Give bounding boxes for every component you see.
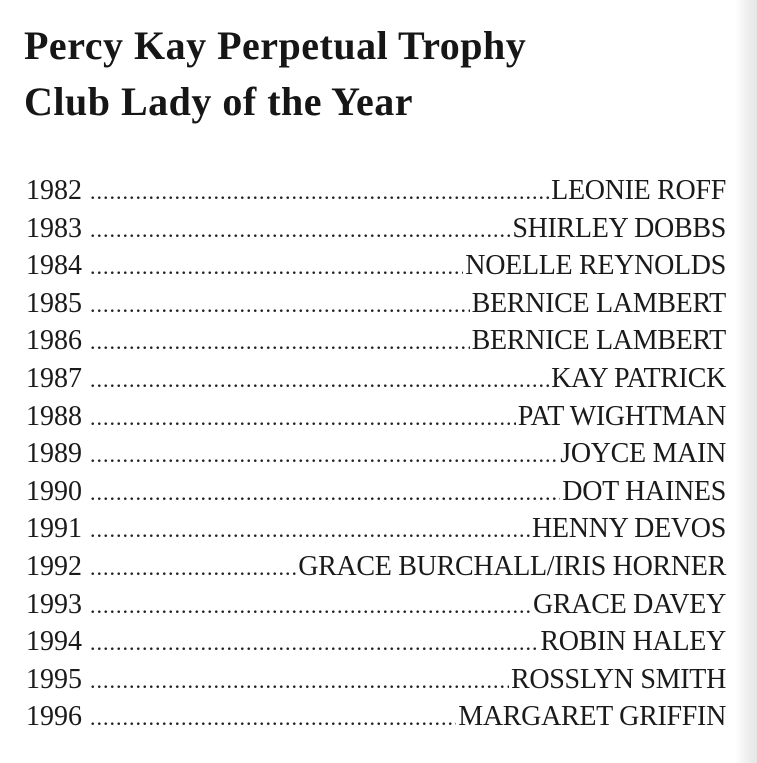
winner-year: 1989 bbox=[26, 438, 82, 470]
page-edge-shadow bbox=[735, 0, 757, 763]
dot-leader bbox=[90, 662, 509, 700]
winner-year: 1996 bbox=[26, 701, 82, 733]
winner-name: PAT WIGHTMAN bbox=[517, 400, 726, 432]
winner-name: NOELLE REYNOLDS bbox=[465, 250, 726, 282]
dot-leader bbox=[90, 323, 470, 361]
winner-row bbox=[26, 247, 726, 285]
dot-leader bbox=[90, 474, 560, 512]
winner-year: 1982 bbox=[26, 175, 82, 206]
winner-name: MARGARET GRIFFIN bbox=[458, 701, 726, 733]
winner-year: 1987 bbox=[26, 362, 82, 394]
winner-row bbox=[26, 473, 726, 511]
winner-year: 1995 bbox=[26, 663, 82, 695]
winner-row bbox=[26, 435, 726, 473]
winner-row bbox=[26, 322, 726, 360]
dot-leader bbox=[90, 361, 549, 399]
dot-leader bbox=[90, 587, 531, 625]
winner-year: 1993 bbox=[26, 588, 82, 620]
dot-leader bbox=[90, 399, 516, 437]
dot-leader bbox=[90, 624, 538, 662]
winner-row bbox=[26, 398, 726, 436]
winner-name: SHIRLEY DOBBS bbox=[512, 212, 726, 244]
winner-name: GRACE BURCHALL/IRIS HORNER bbox=[298, 550, 726, 582]
winner-row bbox=[26, 172, 726, 210]
dot-leader bbox=[90, 211, 510, 249]
winner-name: LEONIE ROFF bbox=[551, 175, 726, 206]
winner-year: 1990 bbox=[26, 475, 82, 507]
winner-row bbox=[26, 510, 726, 548]
winner-year: 1984 bbox=[26, 250, 82, 282]
title-line-1: Percy Kay Perpetual Trophy bbox=[24, 23, 527, 68]
winner-name: ROSSLYN SMITH bbox=[510, 663, 726, 695]
winner-year: 1992 bbox=[26, 550, 82, 582]
winner-row bbox=[26, 698, 726, 736]
winner-name: BERNICE LAMBERT bbox=[471, 287, 726, 319]
winner-year: 1988 bbox=[26, 400, 82, 432]
winner-year: 1994 bbox=[26, 626, 82, 658]
winner-name: KAY PATRICK bbox=[551, 362, 726, 394]
dot-leader bbox=[90, 286, 470, 324]
winner-year: 1983 bbox=[26, 212, 82, 244]
winner-name: HENNY DEVOS bbox=[532, 513, 726, 545]
winner-name: GRACE DAVEY bbox=[533, 588, 726, 620]
winner-row bbox=[26, 661, 726, 699]
dot-leader bbox=[90, 436, 558, 474]
dot-leader bbox=[90, 248, 463, 286]
dot-leader bbox=[90, 699, 456, 737]
winner-row bbox=[26, 623, 726, 661]
page-title bbox=[24, 18, 526, 130]
winner-row bbox=[26, 586, 726, 624]
dot-leader bbox=[90, 173, 549, 211]
winner-year: 1985 bbox=[26, 287, 82, 319]
winners-list bbox=[26, 172, 726, 736]
dot-leader bbox=[90, 511, 530, 549]
dot-leader bbox=[90, 549, 296, 587]
winner-row bbox=[26, 548, 726, 586]
winner-row bbox=[26, 360, 726, 398]
winner-row bbox=[26, 285, 726, 323]
winner-row bbox=[26, 210, 726, 248]
winner-year: 1986 bbox=[26, 325, 82, 357]
winner-year: 1991 bbox=[26, 513, 82, 545]
winner-name: JOYCE MAIN bbox=[560, 438, 726, 470]
title-line-2: Club Lady of the Year bbox=[24, 79, 414, 124]
winner-name: DOT HAINES bbox=[562, 475, 726, 507]
winner-name: BERNICE LAMBERT bbox=[471, 325, 726, 357]
winner-name: ROBIN HALEY bbox=[540, 626, 726, 658]
